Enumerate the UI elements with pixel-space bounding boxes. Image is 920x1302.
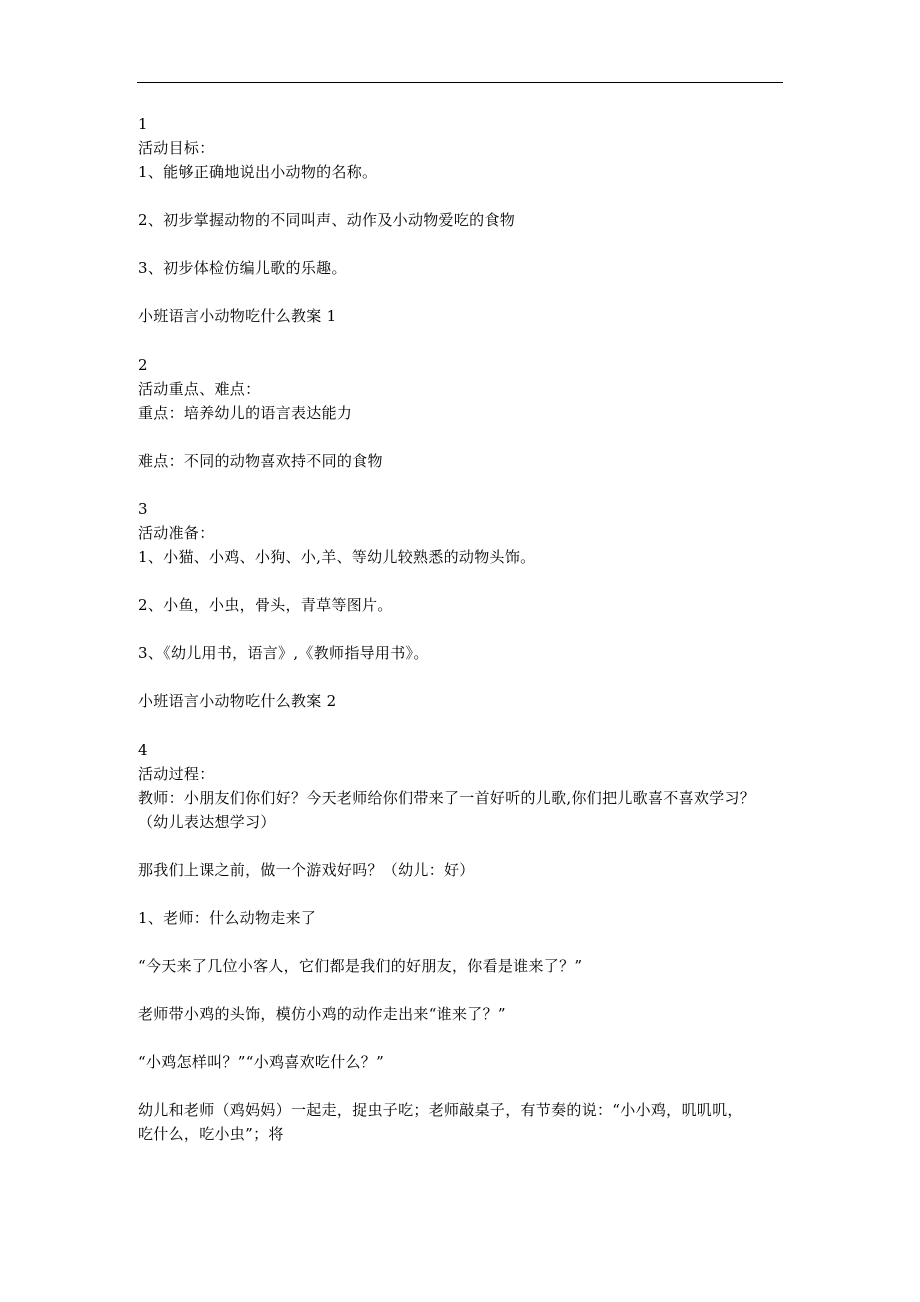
header-rule bbox=[137, 82, 783, 83]
process-paragraph: “小鸡怎样叫？”“小鸡喜欢吃什么？” bbox=[138, 1053, 385, 1071]
process-paragraph-line: （幼儿表达想学习） bbox=[138, 813, 276, 831]
key-point-item: 重点：培养幼儿的语言表达能力 bbox=[138, 404, 353, 422]
section-heading-preparation: 活动准备： bbox=[138, 524, 215, 542]
process-paragraph: “今天来了几位小客人，它们都是我们的好朋友，你看是谁来了？” bbox=[138, 957, 583, 975]
lesson-title-1: 小班语言小动物吃什么教案 1 bbox=[138, 307, 337, 325]
process-step-1: 1、老师：什么动物走来了 bbox=[138, 909, 317, 927]
process-paragraph-line: 幼儿和老师（鸡妈妈）一起走，捉虫子吃；老师敲桌子，有节奏的说：“小小鸡，叽叽叽， bbox=[138, 1101, 743, 1119]
goal-item-3: 3、初步体检仿编儿歌的乐趣。 bbox=[138, 259, 347, 277]
section-number-3: 3 bbox=[138, 500, 148, 518]
section-number-2: 2 bbox=[138, 356, 148, 374]
preparation-item-3: 3、《幼儿用书，语言》,《教师指导用书》。 bbox=[138, 644, 429, 662]
section-number-1: 1 bbox=[138, 115, 148, 133]
difficulty-item: 难点：不同的动物喜欢持不同的食物 bbox=[138, 452, 383, 470]
lesson-title-2: 小班语言小动物吃什么教案 2 bbox=[138, 692, 337, 710]
process-paragraph-line: 教师：小朋友们你们好？今天老师给你们带来了一首好听的儿歌,你们把儿歌喜不喜欢学习？ bbox=[138, 789, 756, 807]
process-paragraph-line: 吃什么，吃小虫”；将 bbox=[138, 1125, 284, 1143]
preparation-item-1: 1、小猫、小鸡、小狗、小,羊、等幼儿较熟悉的动物头饰。 bbox=[138, 548, 536, 566]
section-heading-goals: 活动目标： bbox=[138, 139, 215, 157]
preparation-item-2: 2、小鱼，小虫，骨头，青草等图片。 bbox=[138, 596, 393, 614]
section-heading-process: 活动过程： bbox=[138, 765, 215, 783]
process-paragraph: 那我们上课之前，做一个游戏好吗？（幼儿：好） bbox=[138, 861, 475, 879]
goal-item-2: 2、初步掌握动物的不同叫声、动作及小动物爱吃的食物 bbox=[138, 211, 516, 229]
section-number-4: 4 bbox=[138, 741, 148, 759]
process-paragraph: 老师带小鸡的头饰，模仿小鸡的动作走出来“谁来了？” bbox=[138, 1005, 506, 1023]
section-heading-key-points: 活动重点、难点： bbox=[138, 380, 261, 398]
goal-item-1: 1、能够正确地说出小动物的名称。 bbox=[138, 163, 378, 181]
